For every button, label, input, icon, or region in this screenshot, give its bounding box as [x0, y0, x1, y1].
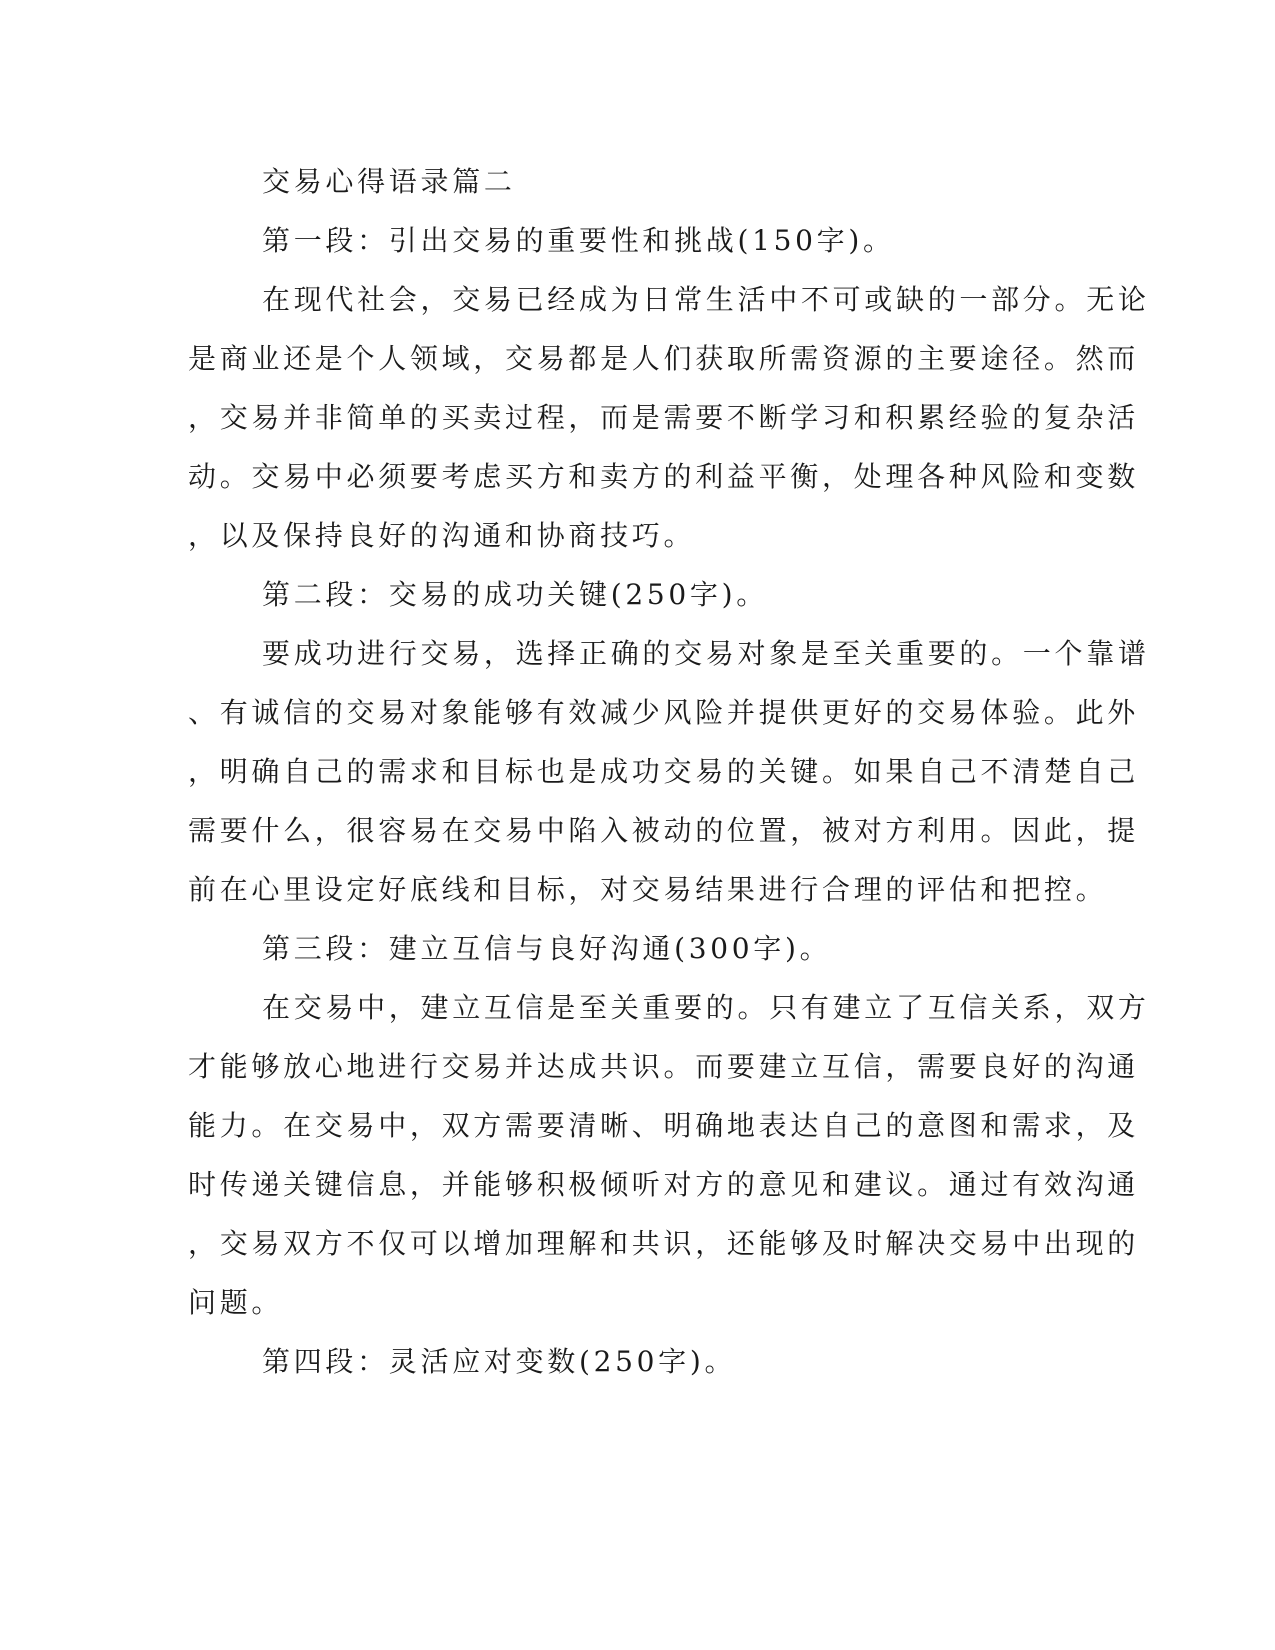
paragraph-line: 才能够放心地进行交易并达成共识。而要建立互信，需要良好的沟通	[188, 1050, 1140, 1083]
paragraph-line: 是商业还是个人领域，交易都是人们获取所需资源的主要途径。然而	[188, 342, 1140, 375]
paragraph-line: 问题。	[188, 1286, 284, 1319]
paragraph-line: 、有诚信的交易对象能够有效减少风险并提供更好的交易体验。此外	[188, 696, 1140, 729]
section-heading-2: 第二段：交易的成功关键(250字)。	[262, 578, 768, 611]
paragraph-line: ，交易双方不仅可以增加理解和共识，还能够及时解决交易中出现的	[188, 1227, 1140, 1260]
paragraph-line: 需要什么，很容易在交易中陷入被动的位置，被对方利用。因此，提	[188, 814, 1140, 847]
paragraph-line: 前在心里设定好底线和目标，对交易结果进行合理的评估和把控。	[188, 873, 1108, 906]
paragraph-line: ，交易并非简单的买卖过程，而是需要不断学习和积累经验的复杂活	[188, 401, 1140, 434]
document-title: 交易心得语录篇二	[262, 165, 516, 198]
section-heading-4: 第四段：灵活应对变数(250字)。	[262, 1345, 737, 1378]
paragraph-line: 能力。在交易中，双方需要清晰、明确地表达自己的意图和需求，及	[188, 1109, 1140, 1142]
paragraph-line: 要成功进行交易，选择正确的交易对象是至关重要的。一个靠谱	[262, 637, 1150, 670]
paragraph-line: 时传递关键信息，并能够积极倾听对方的意见和建议。通过有效沟通	[188, 1168, 1140, 1201]
section-heading-3: 第三段：建立互信与良好沟通(300字)。	[262, 932, 832, 965]
paragraph-line: 动。交易中必须要考虑买方和卖方的利益平衡，处理各种风险和变数	[188, 460, 1140, 493]
paragraph-line: 在交易中，建立互信是至关重要的。只有建立了互信关系，双方	[262, 991, 1150, 1024]
paragraph-line: ，明确自己的需求和目标也是成功交易的关键。如果自己不清楚自己	[188, 755, 1140, 788]
paragraph-line: 在现代社会，交易已经成为日常生活中不可或缺的一部分。无论	[262, 283, 1150, 316]
section-heading-1: 第一段：引出交易的重要性和挑战(150字)。	[262, 224, 895, 257]
paragraph-line: ，以及保持良好的沟通和协商技巧。	[188, 519, 696, 552]
